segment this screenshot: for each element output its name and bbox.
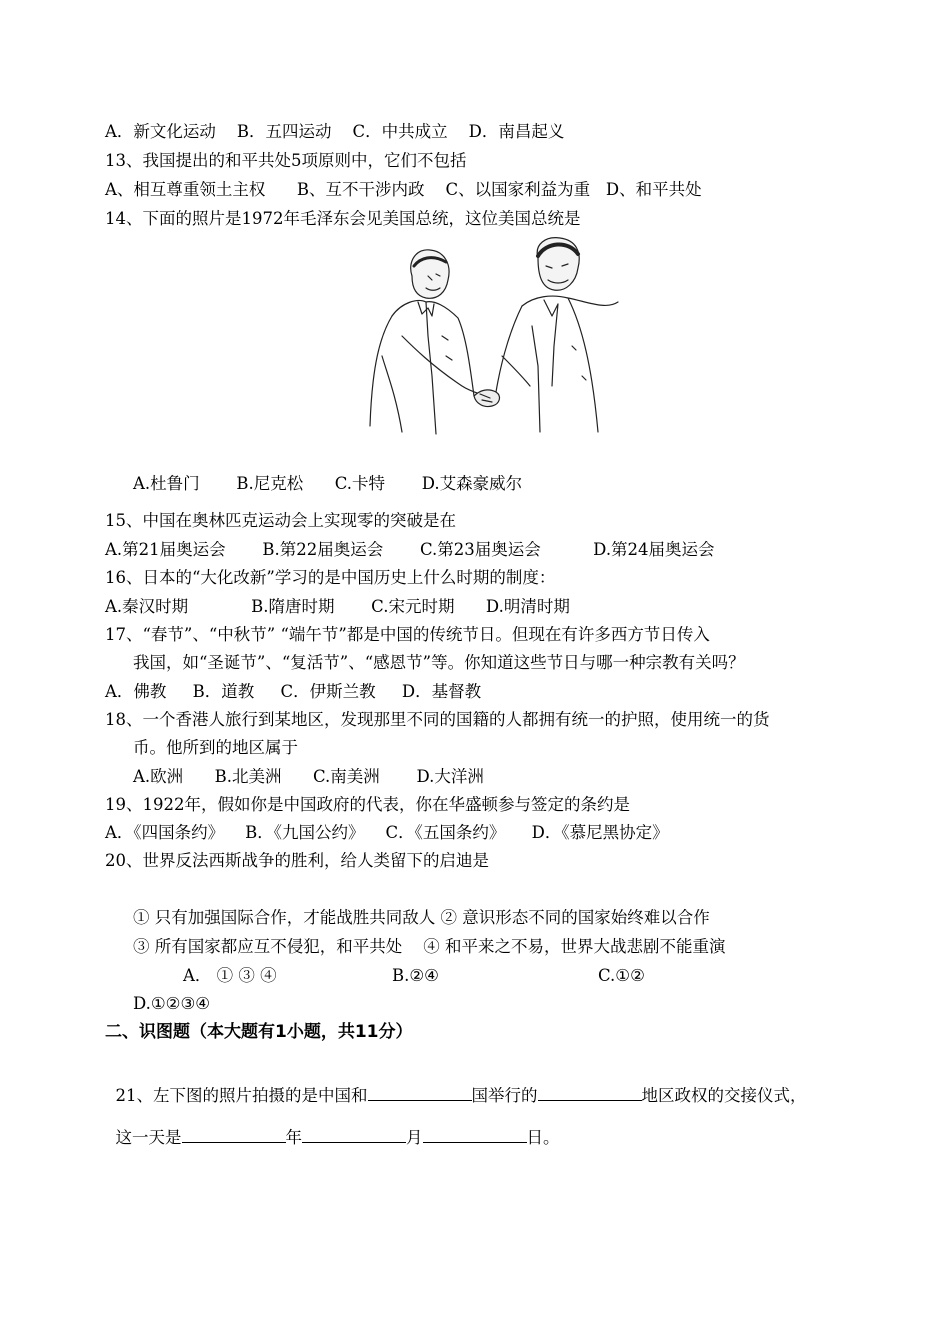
q21-blank-region[interactable] [538,1084,642,1101]
q19-options: A．《四国条约》 B．《九国公约》 C．《五国条约》 D．《慕尼黑协定》 [105,823,669,842]
q16-stem: 16、日本的“大化改新”学习的是中国历史上什么时期的制度： [105,568,556,587]
q20-item-line1: ① 只有加强国际合作，才能战胜共同敌人 ② 意识形态不同的国家始终难以合作 [133,908,710,927]
q21-blank-year[interactable] [182,1126,286,1143]
q21-text-4: 这一天是 [115,1128,182,1147]
q15-stem: 15、中国在奥林匹克运动会上实现零的突破是在 [105,511,456,530]
mao-nixon-handshake-illustration [362,236,624,436]
q18-stem-line2: 币。他所到的地区属于 [133,738,298,757]
q18-options: A.欧洲 B.北美洲 C.南美洲 D.大洋洲 [133,767,484,786]
q21-blank-day[interactable] [423,1126,527,1143]
q17-stem-line2: 我国，如“圣诞节”、“复活节”、“感恩节”等。你知道这些节日与哪一种宗教有关吗？ [133,653,745,672]
q19-stem: 19、1922年，假如你是中国政府的代表，你在华盛顿参与签定的条约是 [105,795,630,814]
q21-text-1: 21、左下图的照片拍摄的是中国和 [115,1086,368,1105]
q21-text-6: 月 [406,1128,423,1147]
q21-text-5: 年 [285,1128,302,1147]
q12-options: A．新文化运动 B．五四运动 C．中共成立 D．南昌起义 [105,122,565,141]
q14-stem: 14、下面的照片是1972年毛泽东会见美国总统，这位美国总统是 [105,209,581,228]
q21-line2 [105,1106,560,1148]
q20-option-c: C.①② [598,966,645,985]
q16-options: A.秦汉时期 B.隋唐时期 C.宋元时期 D.明清时期 [105,597,570,616]
q18-stem-line1: 18、一个香港人旅行到某地区，发现那里不同的国籍的人都拥有统一的护照，使用统一的货 [105,710,770,729]
q20-stem: 20、世界反法西斯战争的胜利，给人类留下的启迪是 [105,851,489,870]
q20-option-a: A． ① ③ ④ [183,966,277,985]
q21-blank-country[interactable] [368,1084,472,1101]
q13-options: A、相互尊重领土主权 B、互不干涉内政 C、以国家利益为重 D、和平共处 [105,180,702,199]
q21-blank-month[interactable] [302,1126,406,1143]
q20-option-b: B.②④ [392,966,439,985]
q21-line1 [105,1064,807,1106]
q21-text-2: 国举行的 [471,1086,538,1105]
q20-item-line2: ③ 所有国家都应互不侵犯，和平共处 ④ 和平来之不易，世界大战悲剧不能重演 [133,937,726,956]
q17-stem-line1: 17、“春节”、“中秋节” “端午节”都是中国的传统节日。但现在有许多西方节日传入 [105,625,710,644]
q15-options: A.第21届奥运会 B.第22届奥运会 C.第23届奥运会 D.第24届奥运会 [105,540,715,559]
section-2-heading: 二、识图题（本大题有1小题，共11分） [105,1022,413,1042]
q20-option-d: D.①②③④ [133,994,211,1013]
q17-options: A．佛教 B．道教 C．伊斯兰教 D．基督教 [105,682,482,701]
q14-options: A.杜鲁门 B.尼克松 C.卡特 D.艾森豪威尔 [133,474,523,493]
q21-text-7: 日。 [526,1128,560,1147]
q21-text-3: 地区政权的交接仪式， [641,1086,807,1105]
q13-stem: 13、我国提出的和平共处5项原则中，它们不包括 [105,151,467,170]
